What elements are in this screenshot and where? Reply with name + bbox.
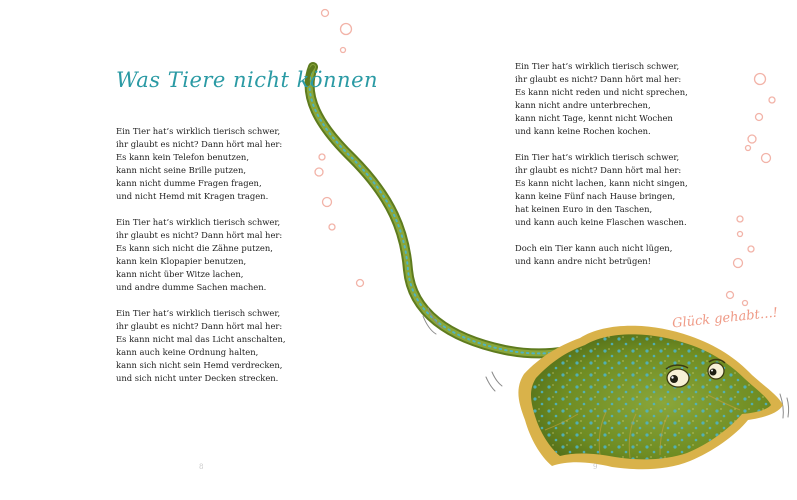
- bubble: [748, 246, 754, 252]
- stingray-exclamation: Glück gehabt…!: [671, 305, 779, 332]
- bubble: [357, 280, 364, 287]
- poem-line: Es kann nicht lachen, kann nicht singen,: [515, 178, 688, 188]
- poem-line: hat keinen Euro in den Taschen,: [515, 204, 653, 214]
- bubble: [743, 301, 748, 306]
- stanza: [116, 125, 336, 203]
- poem-line: und andre dumme Sachen machen.: [116, 282, 267, 292]
- poem-line: und nicht Hemd mit Kragen tragen.: [116, 191, 269, 201]
- poem-line: Ein Tier hat’s wirklich tierisch schwer,: [116, 217, 281, 227]
- poem-line: kann nicht Tage, kennt nicht Wochen: [515, 113, 673, 123]
- poem-line: ihr glaubt es nicht? Dann hört mal her:: [116, 230, 283, 240]
- poem-line: Ein Tier hat’s wirklich tierisch schwer,: [515, 61, 680, 71]
- poem-line: kann nicht seine Brille putzen,: [116, 165, 247, 175]
- poem-line: und sich nicht unter Decken strecken.: [116, 373, 279, 383]
- poem-line: ihr glaubt es nicht? Dann hört mal her:: [116, 321, 283, 331]
- bubble: [769, 97, 775, 103]
- poem-line: ihr glaubt es nicht? Dann hört mal her:: [116, 139, 283, 149]
- poem-line: Es kann nicht mal das Licht anschalten,: [116, 334, 286, 344]
- poem-line: kann sich nicht sein Hemd verdrecken,: [116, 360, 283, 370]
- poem-line: und kann auch keine Flaschen waschen.: [515, 217, 687, 227]
- stanza: [515, 242, 745, 268]
- poem-line: und kann keine Rochen kochen.: [515, 126, 651, 136]
- poem-line: Es kann nicht reden und nicht sprechen,: [515, 87, 688, 97]
- bubble: [322, 10, 329, 17]
- poem-line: ihr glaubt es nicht? Dann hört mal her:: [515, 165, 682, 175]
- poem-line: kann nicht dumme Fragen fragen,: [116, 178, 262, 188]
- poem-column-left: [116, 125, 336, 398]
- bubble: [727, 292, 734, 299]
- stanza: [515, 60, 745, 138]
- poem-line: kann kein Klopapier benutzen,: [116, 256, 247, 266]
- poem-line: Ein Tier hat’s wirklich tierisch schwer,: [116, 126, 281, 136]
- page-number-left: 8: [199, 463, 204, 471]
- page-title: Was Tiere nicht können: [116, 68, 379, 92]
- poem-line: kann keine Fünf nach Hause bringen,: [515, 191, 676, 201]
- poem-line: Es kann kein Telefon benutzen,: [116, 152, 249, 162]
- page-number-right: 9: [593, 463, 598, 471]
- poem-line: Ein Tier hat’s wirklich tierisch schwer,: [116, 308, 281, 318]
- stanza: [116, 307, 336, 385]
- bubble: [762, 154, 771, 163]
- bubble: [341, 24, 352, 35]
- bubble: [341, 48, 346, 53]
- poem-column-right: [515, 60, 745, 281]
- bubble: [748, 135, 756, 143]
- bubble: [746, 146, 751, 151]
- poem-line: kann nicht andre unterbrechen,: [515, 100, 651, 110]
- poem-line: und kann andre nicht betrügen!: [515, 256, 652, 266]
- poem-line: Es kann sich nicht die Zähne putzen,: [116, 243, 273, 253]
- bubble: [756, 114, 763, 121]
- poem-line: Doch ein Tier kann auch nicht lügen,: [515, 243, 673, 253]
- poem-line: ihr glaubt es nicht? Dann hört mal her:: [515, 74, 682, 84]
- stanza: [116, 216, 336, 294]
- poem-line: kann nicht über Witze lachen,: [116, 269, 244, 279]
- poem-line: Ein Tier hat’s wirklich tierisch schwer,: [515, 152, 680, 162]
- bubble: [755, 74, 766, 85]
- stanza: [515, 151, 745, 229]
- poem-line: kann auch keine Ordnung halten,: [116, 347, 259, 357]
